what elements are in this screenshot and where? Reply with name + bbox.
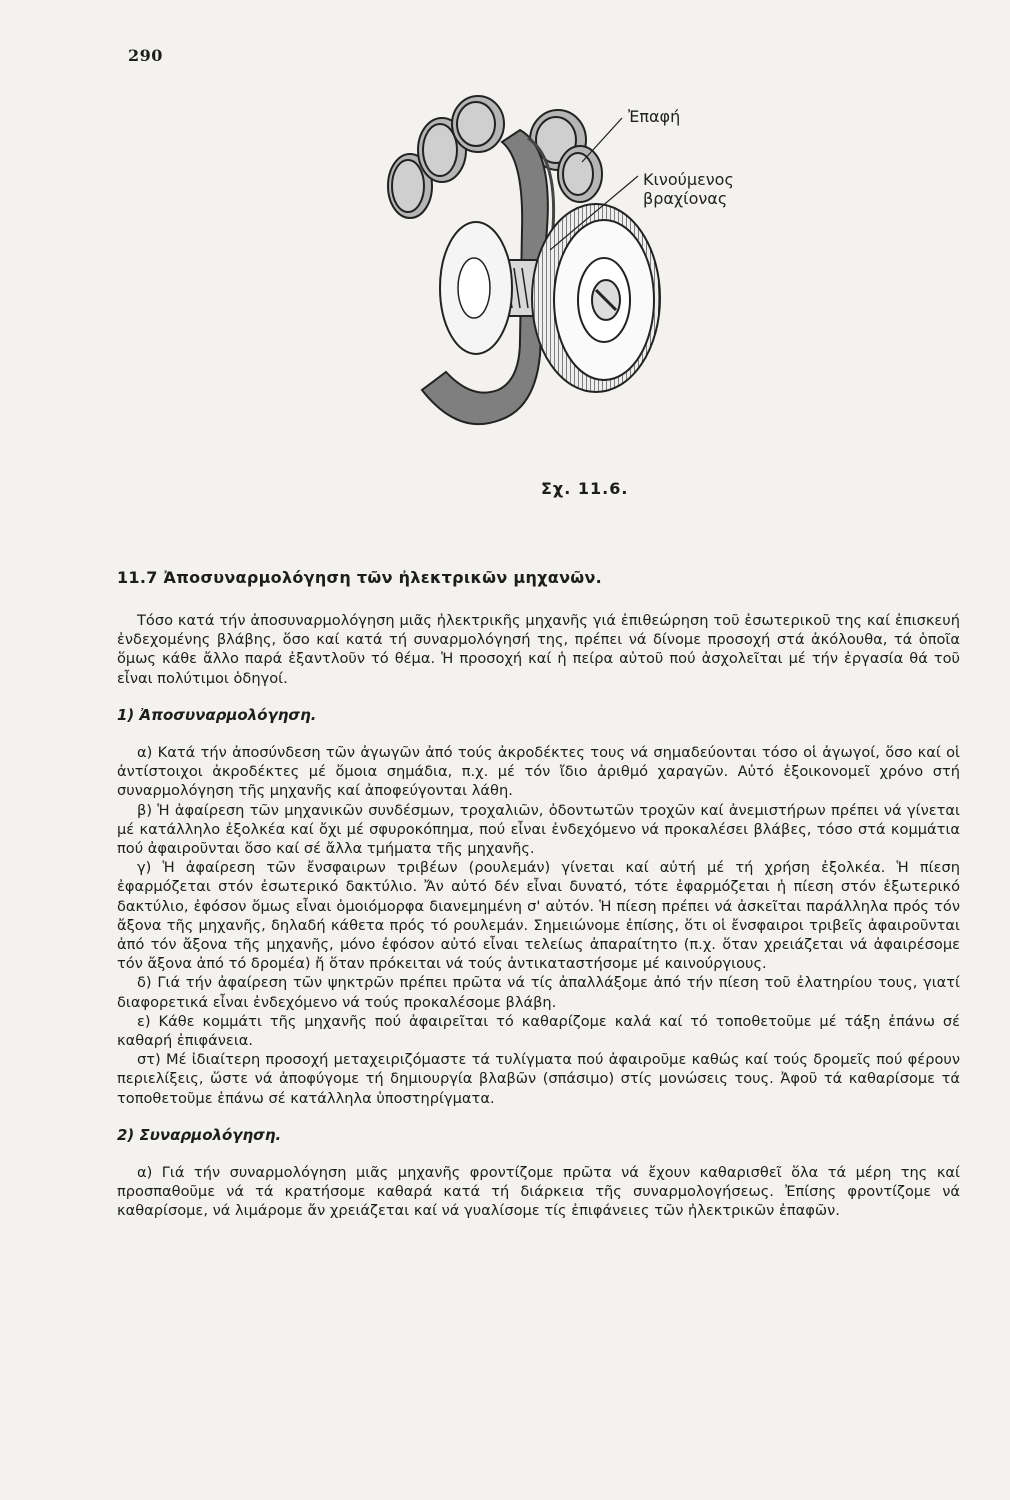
- brush-holder-illustration: [370, 90, 770, 450]
- coil-turns: [388, 96, 602, 218]
- label-moving-arm-line2: βραχίονας: [643, 189, 728, 208]
- disassembly-item-d: δ) Γιά τήν ἀφαίρεση τῶν ψηκτρῶν πρέπει πρῶτα νά τίς ἀπαλλάξομε ἀπό τήν πίεση τοῦ ἐλατηρίου τους, γιατί διαφορετικά εἶναι ἐνδεχόμενο νά τούς προκαλέσομε βλάβη.: [117, 974, 960, 1011]
- page-number: 290: [128, 46, 163, 65]
- disassembly-item-b: β) Ἡ ἀφαίρεση τῶν μηχανικῶν συνδέσμων, τροχαλιῶν, ὀδοντωτῶν τροχῶν καί ἀνεμιστήρων πρέπει νά γίνεται μέ κατάλληλο ἐξολκέα καί ὄχι μέ σφυροκόπημα, πού εἶναι ἐνδεχόμενο νά προκαλέσει βλάβες, τόσο στά κομμάτια πού ἀφαιροῦνται ὅσο καί σέ ἄλλα τμήματα τῆς μηχανῆς.: [117, 801, 960, 858]
- subheading-disassembly: 1) Ἀποσυναρμολόγηση.: [117, 705, 317, 724]
- figure-brush-holder: [370, 90, 770, 450]
- label-moving-arm: [643, 170, 734, 208]
- assembly-item-a: α) Γιά τήν συναρμολόγηση μιᾶς μηχανῆς φροντίζομε πρῶτα νά ἔχουν καθαρισθεῖ ὅλα τά μέρη της καί προσπαθοῦμε νά τά κρατήσομε καθαρά κατά τή διάρκεια τῆς συναρμολογήσεως. Ἐπίσης φροντίζομε νά καθαρίσομε, νά λιμάρομε ἄν χρειάζεται καί νά γυαλίσομε τίς ἐπιφάνειες τῶν ἠλεκτρικῶν ἐπαφῶν.: [117, 1164, 960, 1220]
- body-text: [117, 611, 960, 1221]
- disassembly-item-f: στ) Μέ ἰδιαίτερη προσοχή μεταχειριζόμαστε τά τυλίγματα πού ἀφαιροῦμε καθώς καί τούς δρομεῖς πού φέρουν περιελίξεις, ὥστε νά ἀποφύγομε τή δημιουργία βλαβῶν (σπάσιμο) στίς μονώσεις τους. Ἀφοῦ τά καθαρίσομε τά τοποθετοῦμε ἐπάνω σέ κατάλληλα ὑποστηρίγματα.: [117, 1051, 960, 1107]
- section-heading: 11.7 Ἀποσυναρμολόγηση τῶν ἠλεκτρικῶν μηχανῶν.: [117, 568, 603, 587]
- intro-paragraph: Τόσο κατά τήν ἀποσυναρμολόγηση μιᾶς ἠλεκτρικῆς μηχανῆς γιά ἐπιθεώρηση τοῦ ἐσωτερικοῦ της καί ἐπισκευή ἐνδεχομένης βλάβης, ὅσο καί κατά τή συναρμολόγησή της, πρέπει νά δίνομε προσοχή στά ἀκόλουθα, τά ὁποῖα ὅμως κάθε ἄλλο παρά ἐξαντλοῦν τό θέμα. Ἡ προσοχή καί ἡ πείρα αὐτοῦ πού ἀσχολεῖται μέ τήν ἐργασία θά τοῦ εἶναι πολύτιμοι ὁδηγοί.: [117, 612, 960, 687]
- disassembly-item-c: γ) Ἡ ἀφαίρεση τῶν ἔνσφαιρων τριβέων (ρουλεμάν) γίνεται καί αὐτή μέ τή χρήση ἐξολκέα. Ἡ πίεση ἐφαρμόζεται στόν ἐσωτερικό δακτύλιο. Ἄν αὐτό δέν εἶναι δυνατό, τότε ἐφαρμόζεται ἡ πίεση στόν ἐξωτερικό δακτύλιο, ἐφόσον ὅμως εἶναι ὁμοιόμορφα διανεμημένη σ' αὐτόν. Ἡ πίεση πρέπει νά ἀσκεῖται παράλληλα πρός τόν ἄξονα τῆς μηχανῆς, δηλαδή κάθετα πρός τό ρουλεμάν. Σημειώνομε ἐπίσης, ὅτι οἱ ἔνσφαιροι τριβεῖς ἀφαιροῦνται ἀπό τόν ἄξονα τῆς μηχανῆς, μόνο ἐφόσον αὐτό εἶναι τελείως ἀπαραίτητο (π.χ. ὅταν χρειάζεται νά ἀφαιρέσομε τόν ἄξονα ἀπό τό δρομέα) ἤ ὅταν πρόκειται νά τούς ἀντικαταστήσομε μέ καινούργιους.: [117, 859, 960, 973]
- label-contact: Ἐπαφή: [628, 107, 681, 126]
- figure-caption: Σχ. 11.6.: [541, 479, 629, 498]
- disassembly-item-e: ε) Κάθε κομμάτι τῆς μηχανῆς πού ἀφαιρεῖται τό καθαρίζομε καλά καί τό τοποθετοῦμε μέ τάξη ἐπάνω σέ καθαρή ἐπιφάνεια.: [117, 1012, 960, 1050]
- subheading-assembly: 2) Συναρμολόγηση.: [117, 1125, 282, 1144]
- disassembly-item-a: α) Κατά τήν ἀποσύνδεση τῶν ἀγωγῶν ἀπό τούς ἀκροδέκτες τους νά σημαδεύονται τόσο οἱ ἀγωγοί, ὅσο καί οἱ ἀντίστοιχοι ἀκροδέκτες μέ ὅμοια σημάδια, π.χ. μέ τόν ἴδιο ἀριθμό χαραγῶν. Αὐτό ἐξοικονομεῖ χρόνο στή συναρμολόγηση τῆς μηχανῆς καί ἀποφεύγονται λάθη.: [117, 744, 960, 800]
- label-moving-arm-line1: Κινούμενος: [643, 170, 734, 189]
